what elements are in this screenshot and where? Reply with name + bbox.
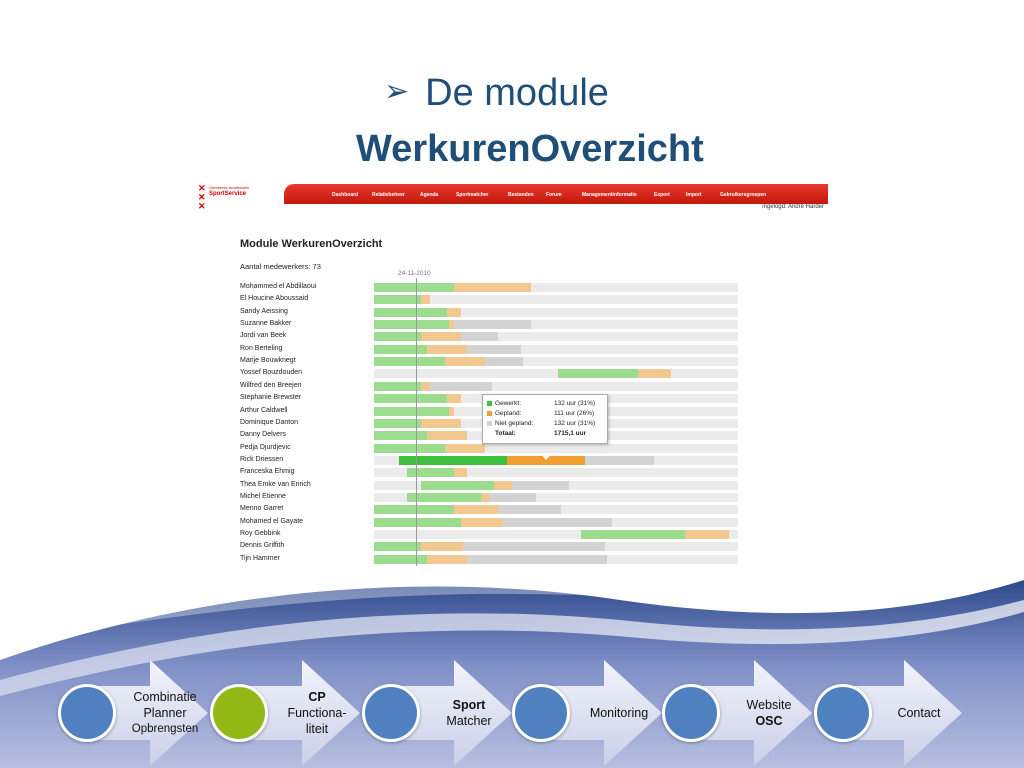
worked-hours-bar[interactable] <box>374 407 449 416</box>
nav-item-export[interactable]: Export <box>654 192 670 198</box>
nav-arrow-line1: Contact <box>897 706 941 720</box>
worked-hours-bar[interactable] <box>374 542 421 551</box>
nav-arrow-line1: CP <box>308 690 326 704</box>
tooltip-row <box>487 399 605 408</box>
employee-name: Dennis Griffith <box>240 542 285 550</box>
nav-arrow-line2: OSC <box>755 714 783 728</box>
employee-row[interactable] <box>240 455 740 465</box>
timeline-track <box>374 320 738 329</box>
worked-hours-bar[interactable] <box>407 468 454 477</box>
nav-arrow-line1: Sport <box>452 698 486 712</box>
timeline-track <box>374 444 738 453</box>
nav-arrow-label <box>880 660 958 766</box>
unplanned-hours-bar[interactable] <box>463 542 605 551</box>
employee-name: Roy Gebbink <box>240 530 281 537</box>
employee-name: Michel Etienne <box>240 492 286 500</box>
planned-hours-bar[interactable] <box>454 505 498 514</box>
nav-item-gebruikersgroepen[interactable]: Gebruikersgroepen <box>720 192 767 198</box>
nav-item-dashboard[interactable]: Dashboard <box>332 192 359 198</box>
tooltip-label: Gepland: <box>495 410 522 417</box>
worked-hours-bar[interactable] <box>374 295 421 304</box>
employee-row[interactable] <box>240 517 740 527</box>
employee-row[interactable] <box>240 331 740 341</box>
timeline-track <box>374 456 738 465</box>
tooltip-label: Niet gepland: <box>495 420 534 427</box>
timeline-track <box>374 518 738 527</box>
amsterdam-logo <box>196 182 256 212</box>
tooltip-label: Totaal: <box>495 430 516 437</box>
unplanned-hours-bar[interactable] <box>503 518 612 527</box>
unplanned-hours-bar[interactable] <box>498 505 562 514</box>
employee-name: Pedja Djurdjevic <box>240 443 291 451</box>
nav-item-forum[interactable]: Forum <box>546 192 562 198</box>
slide-title-line1 <box>384 72 609 115</box>
worked-hours-bar[interactable] <box>558 369 638 378</box>
slide-title-line2: WerkurenOverzicht <box>356 128 704 170</box>
login-status: ingelogd: André Harder <box>762 204 824 210</box>
planned-hours-bar[interactable] <box>449 407 454 416</box>
planned-hours-bar[interactable] <box>447 394 462 403</box>
employee-name: Suzanne Bakker <box>240 320 292 328</box>
employee-row[interactable] <box>240 480 740 490</box>
planned-hours-bar[interactable] <box>454 468 467 477</box>
planned-hours-bar[interactable] <box>445 444 485 453</box>
unplanned-hours-bar[interactable] <box>512 481 568 490</box>
employee-row[interactable] <box>240 344 740 354</box>
planned-hours-bar[interactable] <box>638 369 671 378</box>
nav-arrow-line3: liteit <box>305 722 329 736</box>
nav-item-import[interactable]: Import <box>686 192 702 198</box>
employee-name: Tijn Hammer <box>240 554 280 562</box>
nav-circle-icon[interactable] <box>512 684 570 742</box>
timeline-track <box>374 505 738 514</box>
timeline-track <box>374 283 738 292</box>
employee-row[interactable] <box>240 443 740 453</box>
legend-swatch-icon <box>487 421 492 426</box>
worked-hours-bar[interactable] <box>374 308 447 317</box>
employee-name: Menno Garret <box>240 505 284 513</box>
nav-arrow-line3: Opbrengsten <box>131 723 199 735</box>
worked-hours-bar[interactable] <box>374 357 445 366</box>
worked-hours-bar[interactable] <box>374 283 454 292</box>
employee-row[interactable] <box>240 282 740 292</box>
legend-swatch-icon <box>487 401 492 406</box>
worked-hours-bar[interactable] <box>374 394 447 403</box>
worked-hours-bar[interactable] <box>374 382 421 391</box>
timeline-track <box>374 382 738 391</box>
employee-name: Dominique Danton <box>240 418 298 426</box>
nav-arrow-label <box>278 660 356 766</box>
slide-title-text: De module <box>425 72 609 114</box>
employee-name: Mohamed el Gayate <box>240 517 304 525</box>
timeline-track <box>374 468 738 477</box>
planned-hours-bar[interactable] <box>421 332 461 341</box>
nav-arrow-line1: Monitoring <box>589 706 649 720</box>
nav-arrow-line1: Combinatie <box>133 690 197 704</box>
nav-item-managementinformatie[interactable]: Managementinformatie <box>582 192 637 198</box>
timeline-track <box>374 295 738 304</box>
worked-hours-bar[interactable] <box>374 431 427 440</box>
planned-hours-bar[interactable] <box>421 382 430 391</box>
planned-hours-bar[interactable] <box>685 530 729 539</box>
arrow-bullet-icon: ➢ <box>384 75 410 108</box>
nav-item-agenda[interactable]: Agenda <box>420 192 439 198</box>
tooltip-value: 132 uur (31%) <box>554 400 596 407</box>
module-title: Module WerkurenOverzicht <box>240 238 383 250</box>
employee-name: Mohammed el Abdillaoui <box>240 283 317 290</box>
nav-arrow-line1: Website <box>746 698 792 712</box>
nav-circle-icon[interactable] <box>662 684 720 742</box>
planned-hours-bar[interactable] <box>481 493 488 502</box>
unplanned-hours-bar[interactable] <box>585 456 654 465</box>
worked-hours-bar[interactable] <box>581 530 685 539</box>
worked-hours-bar[interactable] <box>374 505 454 514</box>
employee-name: Rick Driessen <box>240 455 284 463</box>
legend-swatch-icon <box>487 411 492 416</box>
worked-hours-bar[interactable] <box>374 419 421 428</box>
nav-item-sportmatcher[interactable]: Sportmatcher <box>456 192 489 198</box>
timeline-track <box>374 345 738 354</box>
employee-row[interactable] <box>240 319 740 329</box>
employee-row[interactable] <box>240 294 740 304</box>
planned-hours-bar[interactable] <box>421 542 463 551</box>
unplanned-hours-bar[interactable] <box>489 493 536 502</box>
tooltip-label: Gewerkt: <box>495 400 522 407</box>
nav-arrow-line2: Planner <box>143 706 187 720</box>
timeline-track <box>374 369 738 378</box>
worked-hours-bar[interactable] <box>374 518 461 527</box>
xxx-icon: ✕ ✕ ✕ <box>198 183 206 211</box>
planned-hours-bar[interactable] <box>421 419 461 428</box>
employee-name: Marije Bouwknegt <box>240 357 296 365</box>
timeline-track <box>374 542 738 551</box>
employee-row[interactable] <box>240 467 740 477</box>
employee-name: Franceska Ehmig <box>240 468 295 476</box>
tooltip-pointer <box>540 453 552 460</box>
worked-hours-bar[interactable] <box>421 481 494 490</box>
employee-row[interactable] <box>240 504 740 514</box>
nav-item-relatiebeheer[interactable]: Relatiebeheer <box>372 192 405 198</box>
tooltip-row <box>487 419 605 428</box>
nav-circle-icon[interactable] <box>58 684 116 742</box>
unplanned-hours-bar[interactable] <box>454 320 530 329</box>
planned-hours-bar[interactable] <box>427 345 467 354</box>
nav-item-bestanden[interactable]: Bestanden <box>508 192 534 198</box>
worked-hours-bar[interactable] <box>407 493 482 502</box>
current-date-line <box>416 278 417 566</box>
employee-name: Ron Berteling <box>240 344 283 352</box>
employee-row[interactable] <box>240 307 740 317</box>
planned-hours-bar[interactable] <box>421 295 430 304</box>
employee-name: Arthur Caldwell <box>240 406 288 414</box>
app-screenshot <box>196 182 828 572</box>
nav-circle-icon[interactable] <box>362 684 420 742</box>
unplanned-hours-bar[interactable] <box>461 332 497 341</box>
employee-count: Aantal medewerkers: 73 <box>240 262 321 271</box>
planned-hours-bar[interactable] <box>427 431 467 440</box>
nav-arrow-line2: Matcher <box>446 714 492 728</box>
tooltip-row <box>487 429 605 438</box>
employee-name: Stephanie Brewster <box>240 394 302 402</box>
current-date-label: 24-11-2010 <box>398 270 431 277</box>
tooltip-value: 132 uur (31%) <box>554 420 596 427</box>
timeline-track <box>374 481 738 490</box>
timeline-track <box>374 493 738 502</box>
employee-row[interactable] <box>240 368 740 378</box>
unplanned-hours-bar[interactable] <box>430 382 492 391</box>
planned-hours-bar[interactable] <box>494 481 512 490</box>
tooltip-value: 111 uur (26%) <box>554 410 595 417</box>
nav-circle-icon[interactable] <box>210 684 268 742</box>
employee-name: El Houcine Aboussaid <box>240 295 309 303</box>
worked-hours-bar[interactable] <box>374 320 449 329</box>
unplanned-hours-bar[interactable] <box>485 357 523 366</box>
tooltip-row <box>487 409 605 418</box>
planned-hours-bar[interactable] <box>447 308 462 317</box>
nav-circle-icon[interactable] <box>814 684 872 742</box>
nav-arrow-label <box>730 660 808 766</box>
worked-hours-bar[interactable] <box>374 332 421 341</box>
worked-hours-bar[interactable] <box>374 345 427 354</box>
planned-hours-bar[interactable] <box>454 283 530 292</box>
employee-name: Thea Emke van Enrich <box>240 480 311 488</box>
employee-row[interactable] <box>240 541 740 551</box>
timeline-track <box>374 530 738 539</box>
hours-tooltip <box>482 394 608 444</box>
nav-arrow-label <box>580 660 658 766</box>
planned-hours-bar[interactable] <box>461 518 503 527</box>
employee-name: Yossef Bouzdouden <box>240 369 303 377</box>
employee-name: Wilfred den Breejen <box>240 381 302 389</box>
unplanned-hours-bar[interactable] <box>467 345 522 354</box>
timeline-track <box>374 308 738 317</box>
nav-arrow-label <box>126 660 204 766</box>
worked-hours-bar[interactable] <box>374 444 445 453</box>
timeline-track <box>374 357 738 366</box>
logo-line2: SportService <box>209 191 247 197</box>
tooltip-value: 1715,1 uur <box>554 430 587 437</box>
employee-row[interactable] <box>240 381 740 391</box>
planned-hours-bar[interactable] <box>445 357 485 366</box>
employee-row[interactable] <box>240 356 740 366</box>
employee-name: Sandy Aeissing <box>240 307 288 315</box>
logo-line1: Gemeente Amsterdam <box>209 185 250 190</box>
timeline-track <box>374 332 738 341</box>
main-navbar <box>284 184 828 204</box>
nav-arrow-label <box>430 660 508 766</box>
employee-row[interactable] <box>240 492 740 502</box>
nav-arrow-line2: Functiona- <box>287 706 347 720</box>
employee-name: Danny Delvers <box>240 431 286 439</box>
employee-name: Jordi van Beek <box>240 332 287 340</box>
employee-row[interactable] <box>240 529 740 539</box>
